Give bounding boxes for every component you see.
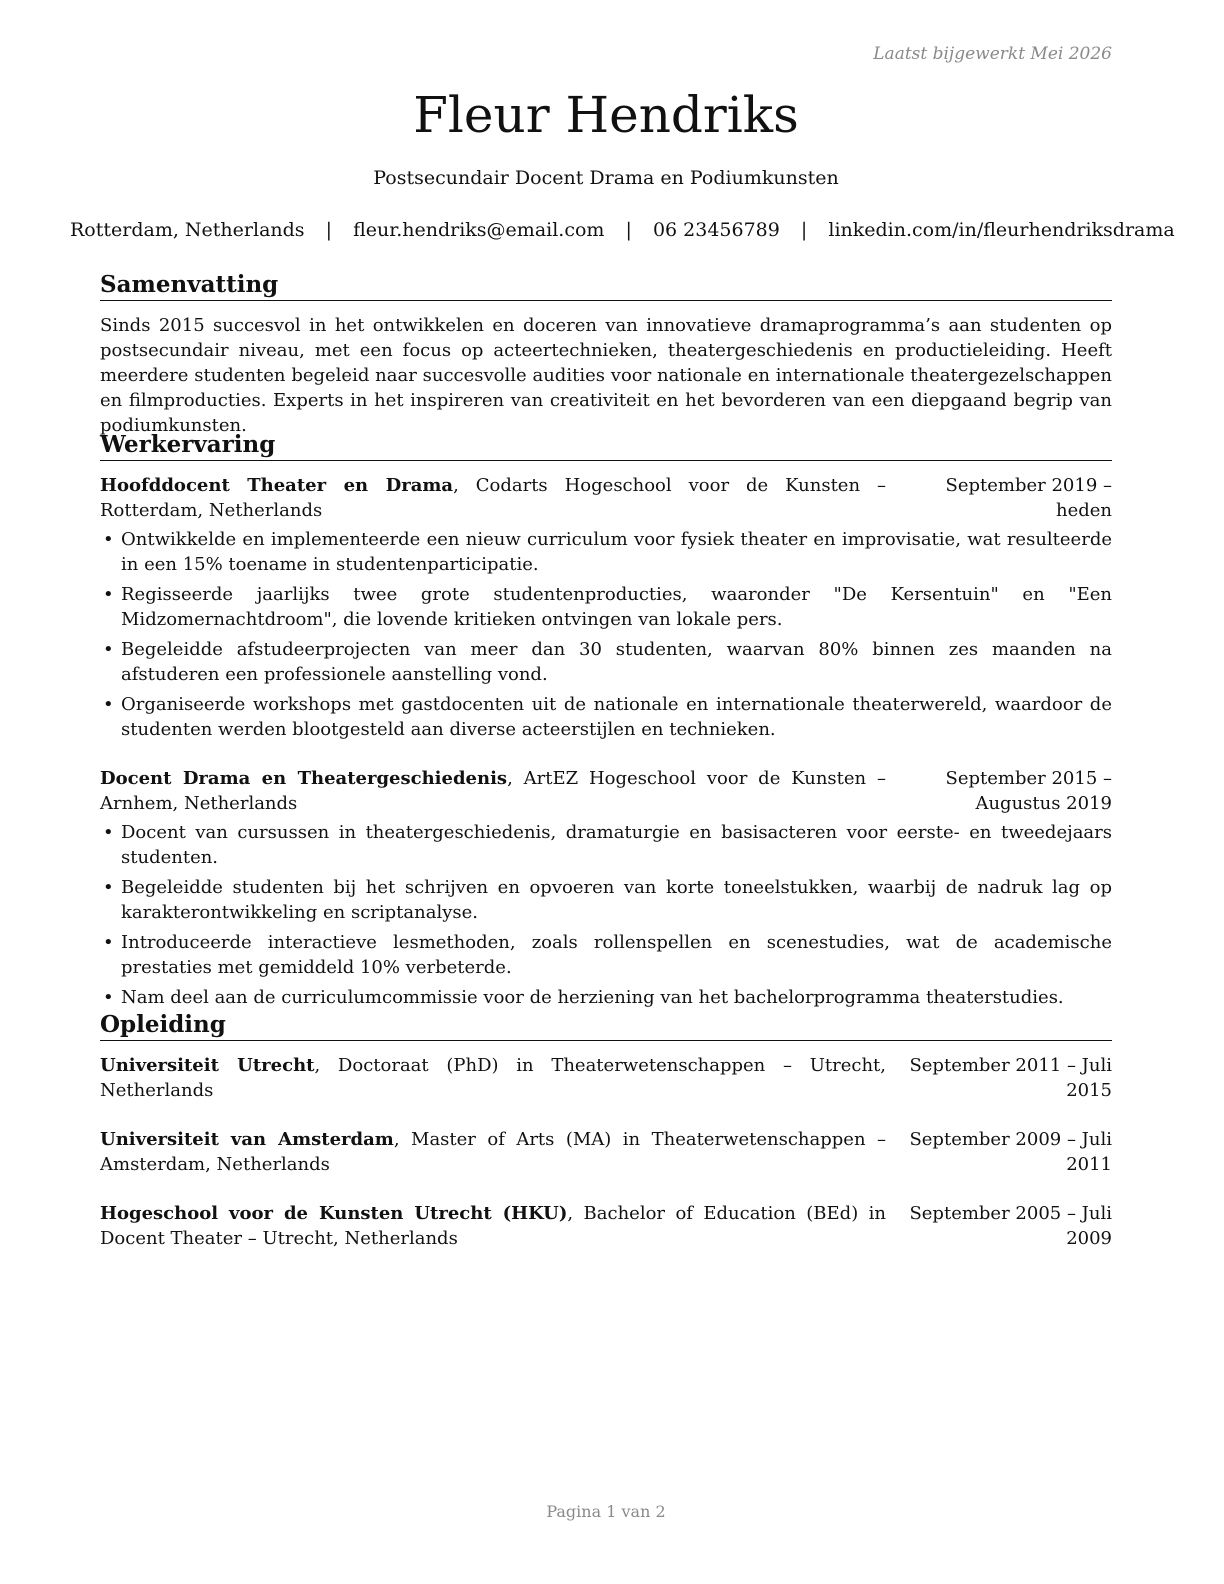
education-school: Hogeschool voor de Kunsten Utrecht (HKU) — [100, 1203, 568, 1224]
resume-page — [70, 0, 1175, 1584]
contact-location: Rotterdam, Netherlands — [70, 219, 305, 241]
education-line — [100, 1201, 886, 1251]
job-bullets — [100, 820, 1112, 1010]
job-title-line — [100, 766, 886, 816]
contact-line — [70, 219, 1175, 241]
education-school: Universiteit van Amsterdam — [100, 1129, 394, 1150]
education-heading: Opleiding — [100, 1010, 1112, 1041]
summary-heading: Samenvatting — [100, 270, 1112, 301]
education-entry — [100, 1127, 1112, 1177]
education-entry — [100, 1053, 1112, 1103]
list-item: • Nam deel aan de curriculumcommissie voor de herziening van het bachelorprogramma theaterstudies. — [100, 985, 1112, 1010]
education-line — [100, 1053, 886, 1103]
job-entry — [100, 766, 1112, 1010]
contact-phone[interactable]: 06 23456789 — [652, 219, 780, 241]
experience-section — [100, 430, 1112, 1034]
list-item: • Begeleidde studenten bij het schrijven en opvoeren van korte toneelstukken, waarbij de nadruk lag op karakterontwikkeling en scriptanalyse. — [100, 875, 1112, 925]
candidate-title: Postsecundair Docent Drama en Podiumkunsten — [373, 167, 839, 189]
job-dates: September 2015 – Augustus 2019 — [945, 768, 1112, 814]
education-dates: September 2011 – Juli 2015 — [909, 1055, 1112, 1101]
job-org: , Codarts Hogeschool voor de Kunsten – Rotterdam, Netherlands — [100, 475, 886, 521]
contact-separator: | — [800, 219, 808, 241]
job-dates: September 2019 – heden — [945, 475, 1112, 521]
list-item: • Introduceerde interactieve lesmethoden, zoals rollenspellen en scenestudies, wat de academische prestaties met gemiddeld 10% verbeterde. — [100, 930, 1112, 980]
education-detail: , Doctoraat (PhD) in Theaterwetenschappen – Utrecht, Netherlands — [100, 1055, 886, 1101]
education-header — [100, 1127, 1112, 1177]
contact-linkedin[interactable]: linkedin.com/in/fleurhendriksdrama — [828, 219, 1175, 241]
job-title-line — [100, 473, 886, 523]
last-updated: Laatst bijgewerkt Mei 2026 — [873, 44, 1112, 64]
education-line — [100, 1127, 886, 1177]
contact-separator: | — [325, 219, 333, 241]
education-school: Universiteit Utrecht — [100, 1055, 315, 1076]
job-bullets — [100, 527, 1112, 742]
candidate-name: Fleur Hendriks — [413, 86, 799, 144]
job-header — [100, 473, 1112, 523]
job-header — [100, 766, 1112, 816]
education-entry — [100, 1201, 1112, 1251]
list-item: • Begeleidde afstudeerprojecten van meer dan 30 studenten, waarvan 80% binnen zes maanden na afstuderen een professionele aanstelling vond. — [100, 637, 1112, 687]
list-item: • Ontwikkelde en implementeerde een nieuw curriculum voor fysiek theater en improvisatie, wat resulteerde in een 15% toename in studentenparticipatie. — [100, 527, 1112, 577]
summary-text: Sinds 2015 succesvol in het ontwikkelen en doceren van innovatieve dramaprogramma’s aan studenten op postsecundair niveau, met een focus op acteertechnieken, theatergeschiedenis en productieleiding. Heeft meerdere studenten begeleid naar succesvolle audities voor nationale en internationale theatergezelschappen en filmproducties. Experts in het inspireren van creativiteit en het bevorderen van een diepgaand begrip van podiumkunsten. — [100, 315, 1112, 436]
job-entry — [100, 473, 1112, 742]
education-detail: , Master of Arts (MA) in Theaterwetenschappen – Amsterdam, Netherlands — [100, 1129, 886, 1175]
education-section — [100, 1010, 1112, 1275]
education-dates: September 2005 – Juli 2009 — [909, 1203, 1112, 1249]
job-org: , ArtEZ Hogeschool voor de Kunsten – Arnhem, Netherlands — [100, 768, 886, 814]
education-detail: , Bachelor of Education (BEd) in Docent Theater – Utrecht, Netherlands — [100, 1203, 886, 1249]
experience-heading: Werkervaring — [100, 430, 1112, 461]
job-role: Hoofddocent Theater en Drama — [100, 475, 454, 496]
contact-separator: | — [625, 219, 632, 241]
page-number: Pagina 1 van 2 — [546, 1502, 666, 1521]
summary-section — [100, 270, 1112, 438]
education-dates: September 2009 – Juli 2011 — [909, 1129, 1112, 1175]
list-item: • Organiseerde workshops met gastdocenten uit de nationale en internationale theaterwereld, waardoor de studenten werden blootgesteld aan diverse acteerstijlen en technieken. — [100, 692, 1112, 742]
education-header — [100, 1053, 1112, 1103]
contact-email[interactable]: fleur.hendriks@email.com — [353, 219, 605, 241]
education-header — [100, 1201, 1112, 1251]
list-item: • Regisseerde jaarlijks twee grote studentenproducties, waaronder "De Kersentuin" en "Een Midzomernachtdroom", die lovende kritieken ontvingen van lokale pers. — [100, 582, 1112, 632]
list-item: • Docent van cursussen in theatergeschiedenis, dramaturgie en basisacteren voor eerste- en tweedejaars studenten. — [100, 820, 1112, 870]
job-role: Docent Drama en Theatergeschiedenis — [100, 768, 508, 789]
